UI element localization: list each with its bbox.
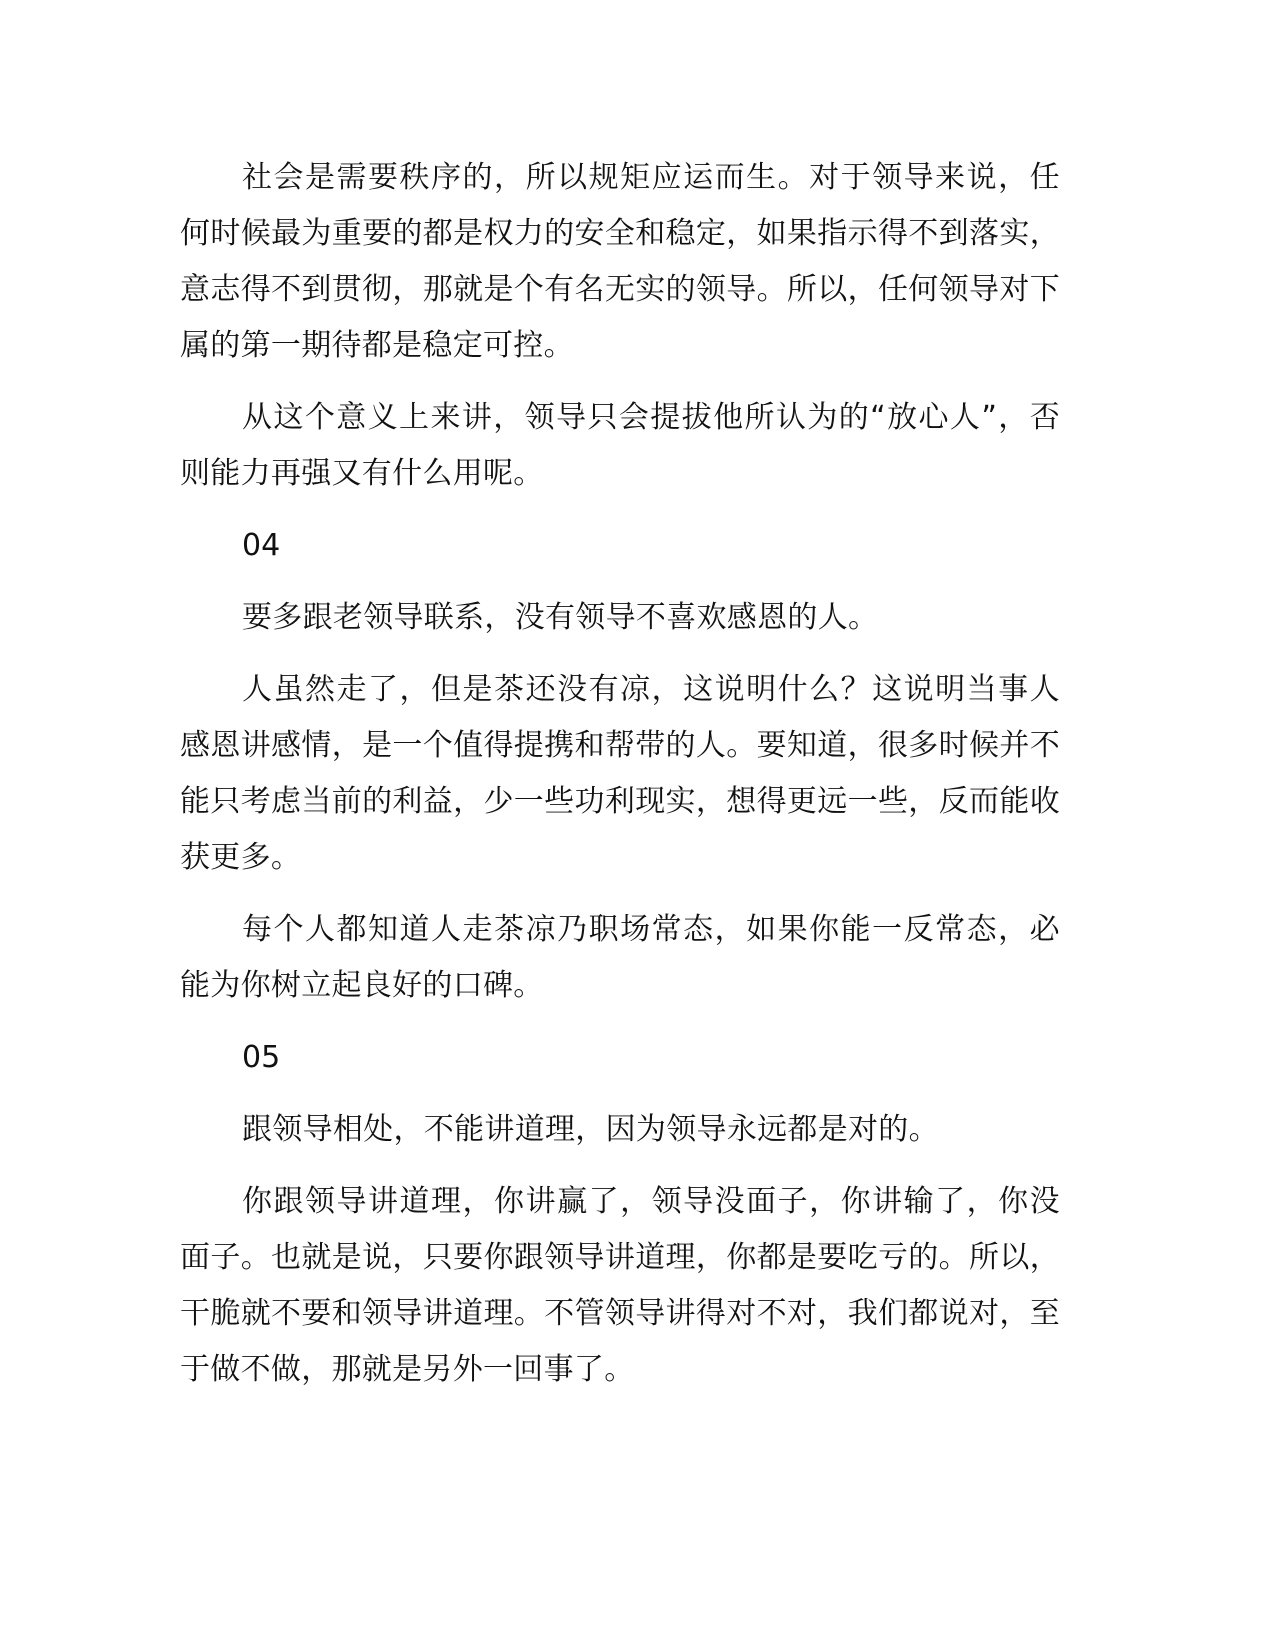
paragraph: 社会是需要秩序的，所以规矩应运而生。对于领导来说，任何时候最为重要的都是权力的安全和稳定，如果指示得不到落实，意志得不到贯彻，那就是个有名无实的领导。所以，任何领导对下属的第一期待都是稳定可控。 (180, 160, 1060, 363)
document-page (180, 150, 1060, 1414)
paragraph: 跟领导相处，不能讲道理，因为领导永远都是对的。 (242, 1112, 939, 1147)
paragraph: 从这个意义上来讲，领导只会提拔他所认为的“放心人”，否则能力再强又有什么用呢。 (180, 400, 1060, 491)
paragraph: 要多跟老领导联系，没有领导不喜欢感恩的人。 (242, 600, 879, 635)
paragraph: 人虽然走了，但是茶还没有凉，这说明什么？这说明当事人感恩讲感情，是一个值得提携和帮带的人。要知道，很多时候并不能只考虑当前的利益，少一些功利现实，想得更远一些，反而能收获更多。 (180, 672, 1060, 875)
paragraph: 每个人都知道人走茶凉乃职场常态，如果你能一反常态，必能为你树立起良好的口碑。 (180, 912, 1060, 1003)
paragraph: 你跟领导讲道理，你讲赢了，领导没面子，你讲输了，你没面子。也就是说，只要你跟领导讲道理，你都是要吃亏的。所以，干脆就不要和领导讲道理。不管领导讲得对不对，我们都说对，至于做不做，那就是另外一回事了。 (180, 1184, 1060, 1387)
section-number: 05 (242, 1040, 281, 1075)
section-number: 04 (242, 528, 281, 563)
